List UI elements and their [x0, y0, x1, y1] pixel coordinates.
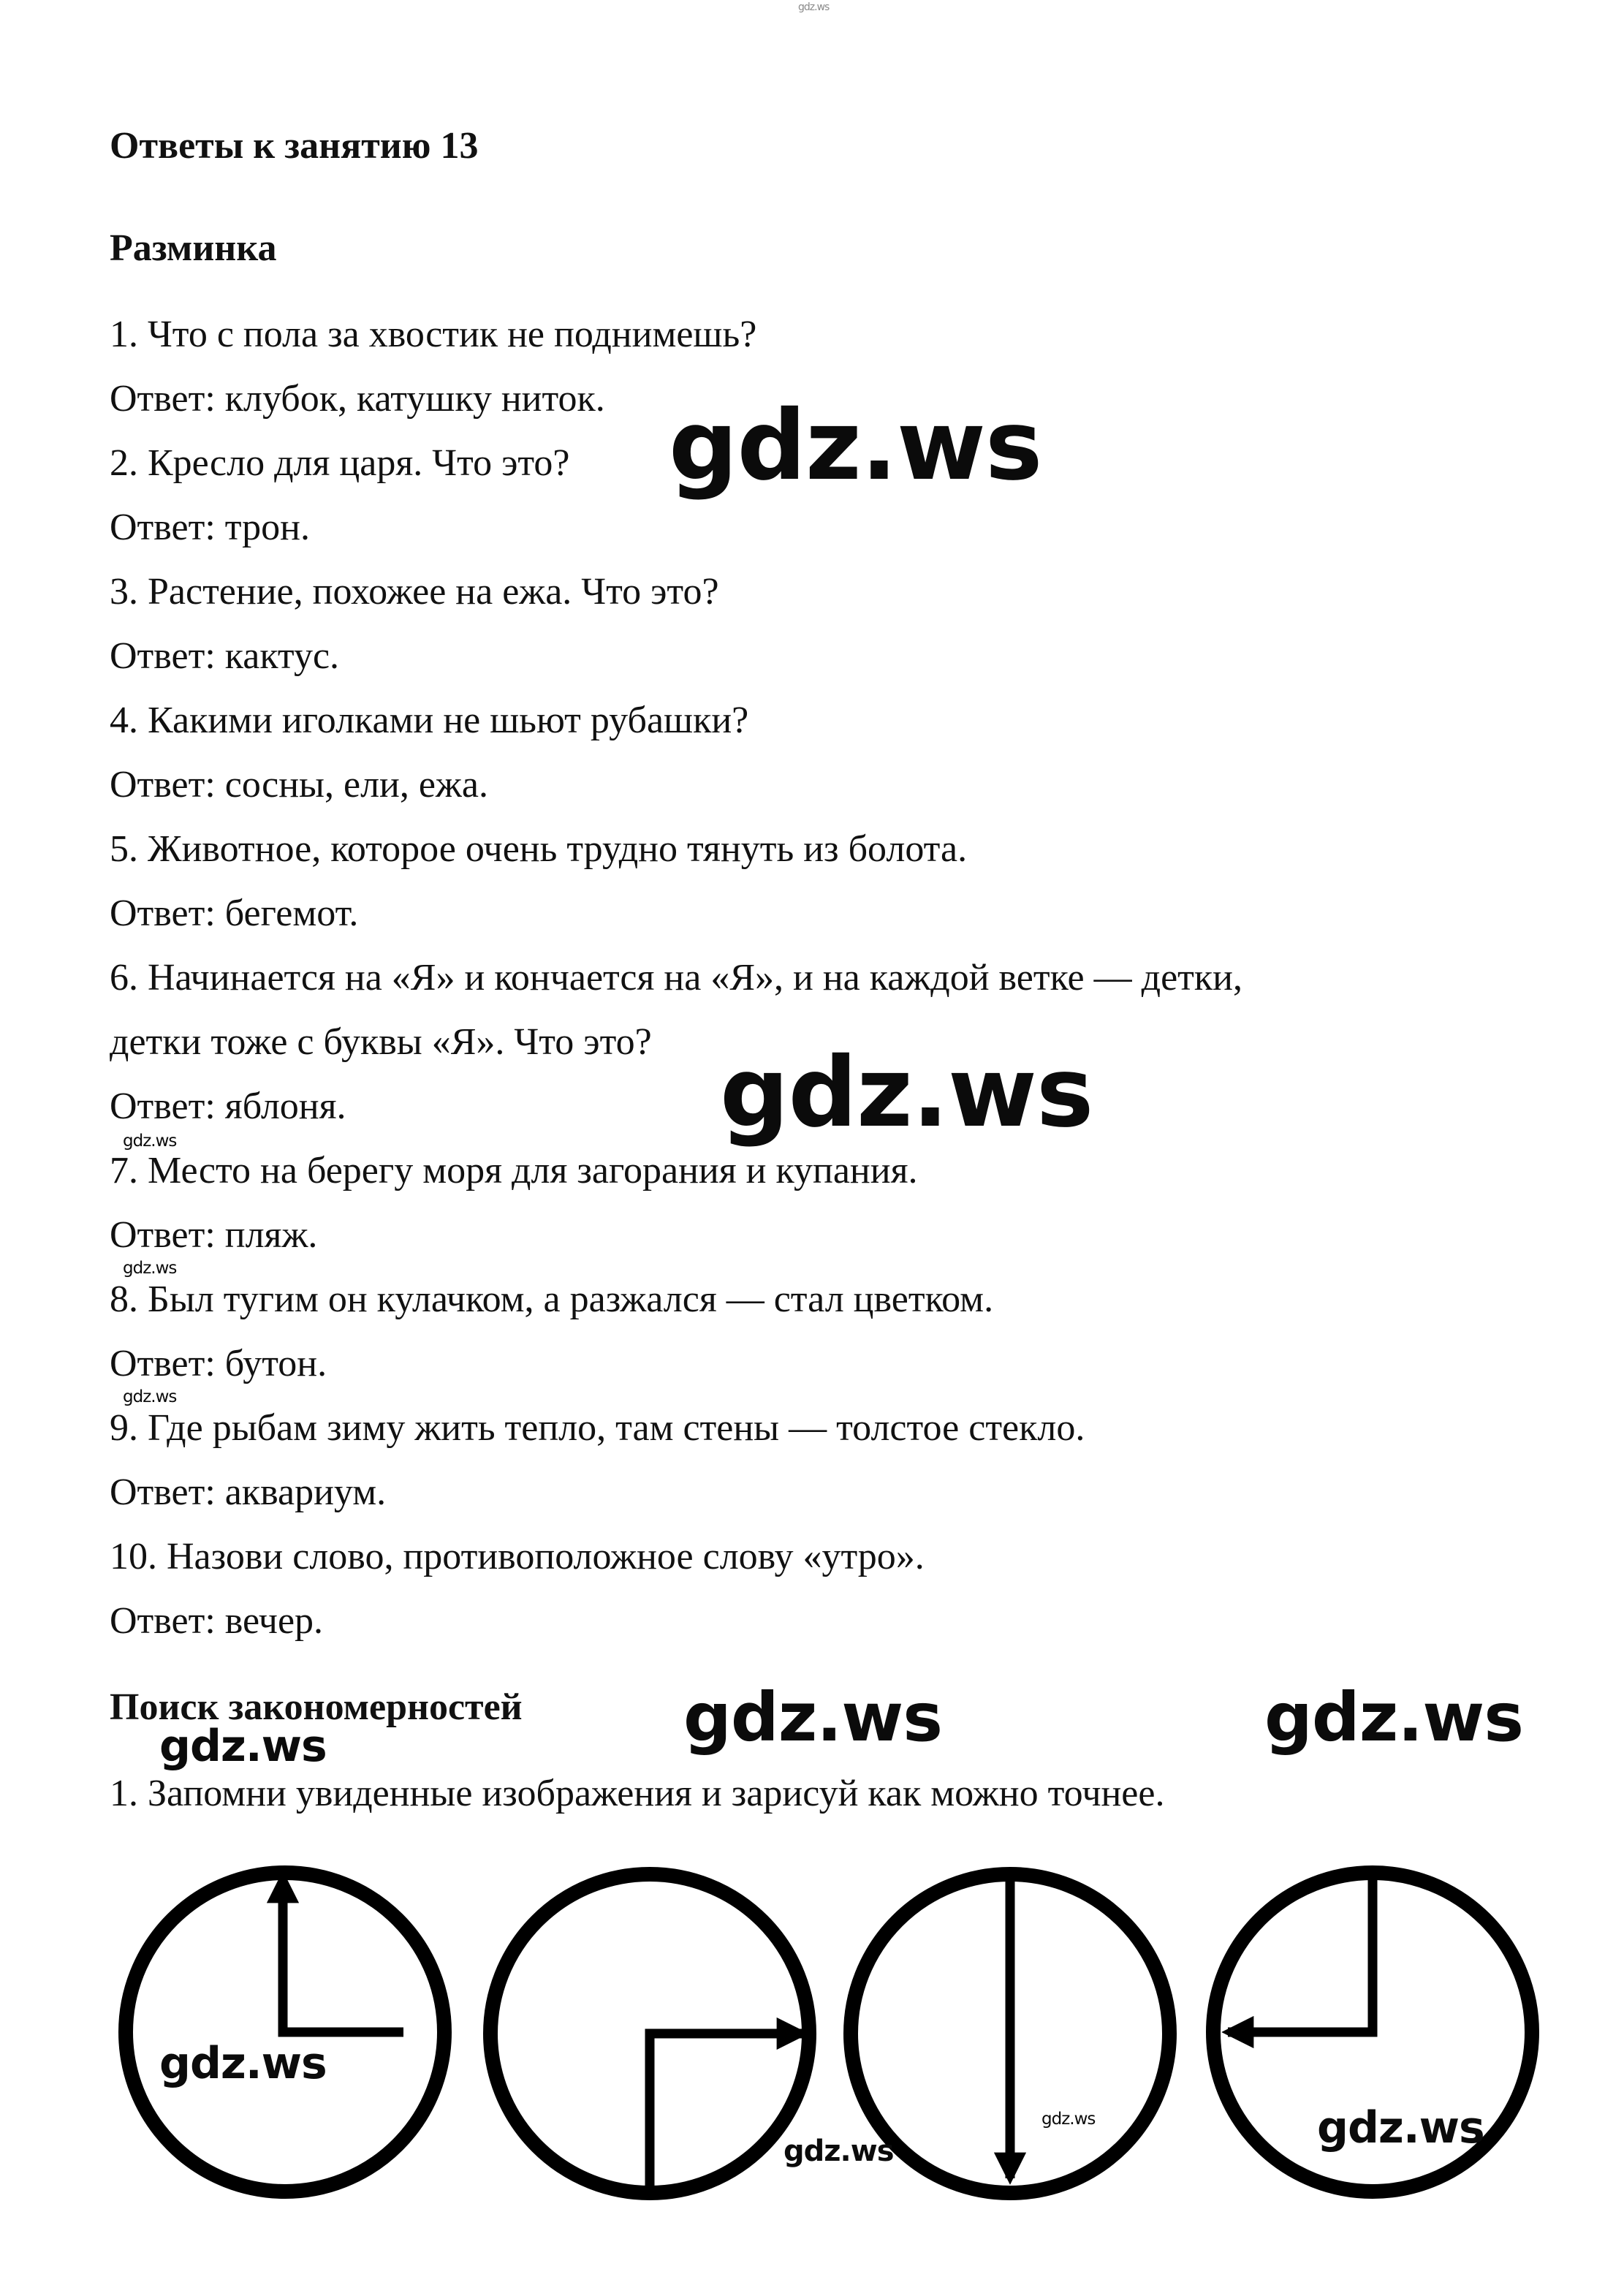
question-6: 6. Начинается на «Я» и кончается на «Я», и на каждой ветке — детки, [110, 957, 1242, 999]
answer-6: Ответ: яблоня. [110, 1086, 346, 1127]
watermark-small-4: gdz.ws [783, 2134, 894, 2168]
watermark-small-3: gdz.ws [1317, 2102, 1484, 2153]
watermark-tiny-2: gdz.ws [123, 1259, 177, 1278]
watermark-large-1: gdz.ws [669, 390, 1042, 502]
watermark-medium-1: gdz.ws [683, 1678, 942, 1757]
question-4: 4. Какими иголками не шьют рубашки? [110, 700, 749, 741]
watermark-tiny-4: gdz.ws [1041, 2110, 1096, 2129]
question-8: 8. Был тугим он кулачком, а разжался — стал цветком. [110, 1278, 994, 1320]
answer-2: Ответ: трон. [110, 507, 310, 548]
patterns-task-1: 1. Запомни увиденные изображения и зарисуй как можно точнее. [110, 1773, 1165, 1814]
watermark-small-2: gdz.ws [159, 2038, 327, 2089]
answer-10: Ответ: вечер. [110, 1600, 324, 1642]
answer-7: Ответ: пляж. [110, 1214, 318, 1256]
watermark-tiny-3: gdz.ws [123, 1387, 177, 1406]
page-title: Ответы к занятию 13 [110, 125, 479, 167]
watermark-medium-2: gdz.ws [1264, 1678, 1523, 1757]
watermark-large-2: gdz.ws [720, 1037, 1093, 1149]
patterns-heading: Поиск закономерностей [110, 1686, 523, 1728]
question-7: 7. Место на берегу моря для загорания и купания. [110, 1150, 918, 1191]
question-6-continued: детки тоже с буквы «Я». Что это? [110, 1021, 652, 1063]
answer-3: Ответ: кактус. [110, 635, 340, 677]
warmup-heading: Разминка [110, 227, 277, 269]
watermark-small-1: gdz.ws [159, 1721, 327, 1772]
clock-2 [490, 1874, 809, 2193]
question-3: 3. Растение, похожее на ежа. Что это? [110, 571, 719, 613]
clock-3 [851, 1874, 1169, 2193]
answer-9: Ответ: аквариум. [110, 1471, 387, 1513]
clock-1 [126, 1873, 444, 2191]
question-2: 2. Кресло для царя. Что это? [110, 442, 570, 484]
question-10: 10. Назови слово, противоположное слову «утро». [110, 1536, 925, 1577]
question-1: 1. Что с пола за хвостик не поднимешь? [110, 314, 757, 355]
watermark-top: gdz.ws [798, 1, 830, 13]
answer-5: Ответ: бегемот. [110, 893, 359, 934]
answer-4: Ответ: сосны, ели, ежа. [110, 764, 488, 806]
question-5: 5. Животное, которое очень трудно тянуть из болота. [110, 828, 968, 870]
answer-1: Ответ: клубок, катушку ниток. [110, 378, 605, 420]
question-9: 9. Где рыбам зиму жить тепло, там стены — толстое стекло. [110, 1407, 1085, 1449]
answer-8: Ответ: бутон. [110, 1343, 327, 1384]
watermark-tiny-1: gdz.ws [123, 1132, 177, 1151]
